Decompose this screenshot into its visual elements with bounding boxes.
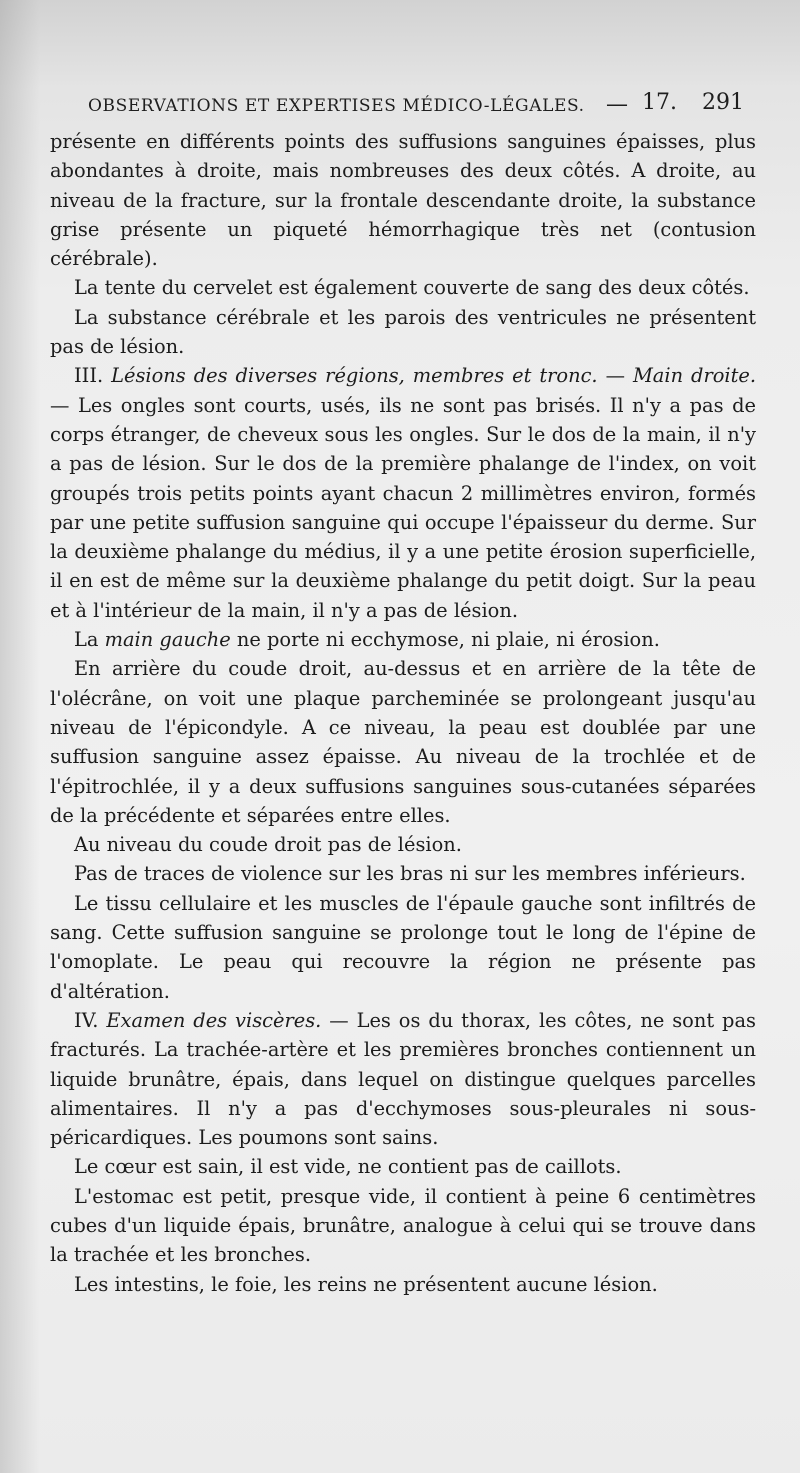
paragraph [50,361,756,625]
italic-heading: main gauche [104,628,231,652]
paragraph-text: IV. [74,1008,107,1032]
paragraph [50,303,756,362]
paragraph [50,625,756,654]
paragraph-text: Le cœur est sain, il est vide, ne contient pas de caillots. [74,1155,622,1179]
paragraph [50,830,756,859]
paragraph [50,889,756,1006]
paragraph [50,859,756,888]
chapter-number: 17. [642,90,677,115]
paragraph [50,1006,756,1152]
body-text [50,127,756,1299]
paragraph-text: Les intestins, le foie, les reins ne présentent aucune lésion. [74,1272,658,1296]
paragraph [50,654,756,830]
paragraph-text: ne porte ni ecchymose, ni plaie, ni érosion. [230,628,660,652]
paragraph-text: La substance cérébrale et les parois des ventricules ne présentent pas de lésion. [50,305,756,359]
paragraph-text: L'estomac est petit, presque vide, il contient à peine 6 centimètres cubes d'un liquide épais, brunâtre, analogue à celui qui se trouve dans la trachée et les bronches. [50,1184,756,1267]
page-header [88,84,748,124]
paragraph-text: — Les ongles sont courts, usés, ils ne sont pas brisés. Il n'y a pas de corps étranger, de cheveux sous les ongles. Sur le dos de la main, il n'y a pas de lésion. Sur le dos de la première phalange de l'index, on voit groupés trois petits points ayant chacun 2 millimètres environ, formés par une petite suffusion sanguine qui occupe l'épaisseur du derme. Sur la deuxième phalange du médius, il y a une petite érosion superficielle, il en est de même sur la deuxième phalange du petit doigt. Sur la peau et à l'intérieur de la main, il n'y a pas de lésion. [50,393,756,622]
paragraph-text: La [74,628,105,652]
paragraph-text: La tente du cervelet est également couverte de sang des deux côtés. [74,276,750,300]
italic-heading: Main droite. [632,364,757,388]
paragraph-text: Au niveau du coude droit pas de lésion. [74,833,462,857]
paragraph [50,1152,756,1181]
paragraph [50,127,756,273]
running-title: OBSERVATIONS ET EXPERTISES MÉDICO-LÉGALES. [88,96,585,116]
page-number: 291 [702,90,744,115]
paragraph-text: présente en différents points des suffusions sanguines épaisses, plus abondantes à droite, mais nombreuses des deux côtés. A droite, au niveau de la fracture, sur la frontale descendante droite, la substance grise présente un piqueté hémorrhagique très net (contusion cérébrale). [50,130,756,271]
paragraph [50,1182,756,1270]
paragraph [50,273,756,302]
italic-heading: Examen des viscères. [106,1008,322,1032]
paragraph-text: III. [74,364,112,388]
paragraph-text: Pas de traces de violence sur les bras ni sur les membres inférieurs. [74,862,746,886]
paragraph-text: En arrière du coude droit, au-dessus et en arrière de la tête de l'olécrâne, on voit une plaque parcheminée se prolongeant jusqu'au niveau de l'épicondyle. A ce niveau, la peau est doublée par une suffusion sanguine assez épaisse. Au niveau de la trochlée et de l'épitrochlée, il y a deux suffusions sanguines sous-cutanées séparées de la précédente et séparées entre elles. [50,657,756,827]
italic-heading: Lésions des diverses régions, membres et tronc. [111,364,598,388]
header-dash: — [606,92,628,117]
paragraph-text: — [597,364,633,388]
paragraph-text: Le tissu cellulaire et les muscles de l'épaule gauche sont infiltrés de sang. Cette suffusion sanguine se prolonge tout le long de l'épine de l'omoplate. Le peau qui recouvre la région ne présente pas d'altération. [50,891,756,1003]
paragraph-text: — Les os du thorax, les côtes, ne sont pas fracturés. La trachée-artère et les premières bronches contiennent un liquide brunâtre, épais, dans lequel on distingue quelques parcelles alimentaires. Il n'y a pas d'ecchymoses sous-pleurales ni sous-péricardiques. Les poumons sont sains. [50,1008,756,1150]
paragraph [50,1270,756,1299]
